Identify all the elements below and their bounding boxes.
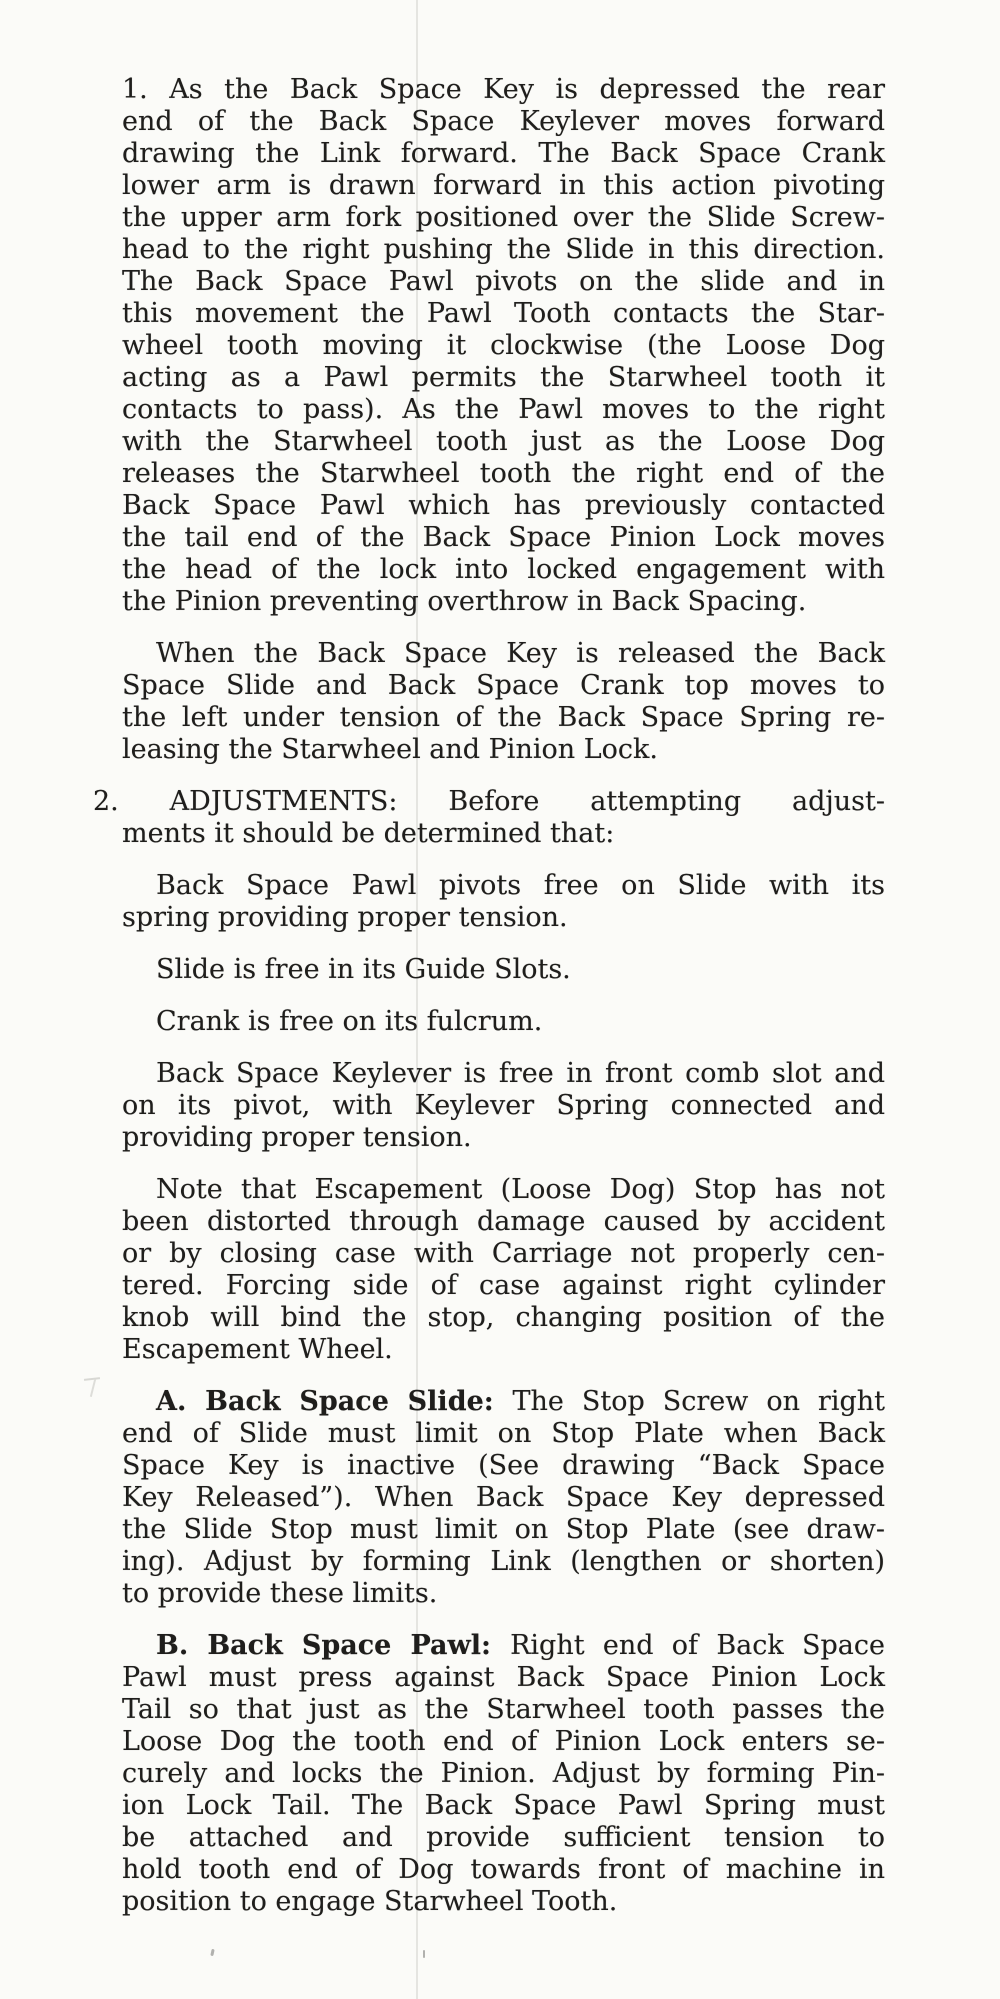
text-line: to provide these limits. — [122, 1578, 438, 1609]
text-line: the upper arm fork positioned over the Slide Screw- — [122, 202, 885, 233]
text-line: spring providing proper tension. — [122, 902, 568, 933]
text-line: providing proper tension. — [122, 1122, 472, 1153]
bold-run: A. Back Space Slide: — [156, 1386, 513, 1417]
text-line — [122, 1630, 885, 1662]
text-line: be attached and provide sufficient tension to — [122, 1822, 885, 1853]
text-line: The Back Space Pawl pivots on the slide and in — [122, 266, 885, 297]
text-line: Loose Dog the tooth end of Pinion Lock enters se- — [122, 1726, 885, 1757]
paragraph — [122, 1006, 885, 1038]
text-line: Space Key is inactive (See drawing “Back Space — [122, 1450, 885, 1481]
text-line: curely and locks the Pinion. Adjust by forming Pin- — [122, 1758, 885, 1789]
text-line: the Slide Stop must limit on Stop Plate (see draw- — [122, 1514, 885, 1545]
text-line: Escapement Wheel. — [122, 1334, 393, 1365]
text-line: acting as a Pawl permits the Starwheel tooth it — [122, 362, 885, 393]
text-run: The Stop Screw on right — [512, 1386, 886, 1417]
text-line: 1. As the Back Space Key is depressed the rear — [122, 74, 885, 105]
bold-run: B. Back Space Pawl: — [156, 1630, 511, 1661]
text-line: Back Space Pawl pivots free on Slide with its — [156, 870, 885, 901]
text-line: the left under tension of the Back Space Spring re- — [122, 702, 885, 733]
text-line: the head of the lock into locked engagement with — [122, 554, 885, 585]
text-line: wheel tooth moving it clockwise (the Loose Dog — [122, 330, 885, 361]
text-line: Pawl must press against Back Space Pinion Lock — [122, 1662, 885, 1693]
text-line — [122, 1386, 885, 1418]
paragraph — [122, 1630, 885, 1918]
text-line: with the Starwheel tooth just as the Loose Dog — [122, 426, 885, 457]
text-line: end of Slide must limit on Stop Plate when Back — [122, 1418, 885, 1449]
text-line: Space Slide and Back Space Crank top moves to — [122, 670, 885, 701]
paragraph — [122, 638, 885, 766]
scan-speck — [423, 1950, 425, 1958]
text-line: hold tooth end of Dog towards front of machine in — [122, 1854, 885, 1885]
paragraph — [122, 870, 885, 934]
paragraph — [122, 1386, 885, 1610]
text-line: Key Released”). When Back Space Key depressed — [122, 1482, 885, 1513]
text-line: Slide is free in its Guide Slots. — [156, 954, 571, 985]
text-line: Crank is free on its fulcrum. — [156, 1006, 543, 1037]
text-line: lower arm is drawn forward in this action pivoting — [122, 170, 885, 201]
text-line: Back Space Keylever is free in front comb slot and — [156, 1058, 885, 1089]
text-line: this movement the Pawl Tooth contacts the Star- — [122, 298, 885, 329]
text-column — [93, 74, 886, 1938]
text-line: head to the right pushing the Slide in this direction. — [122, 234, 885, 265]
text-line: knob will bind the stop, changing position of the — [122, 1302, 885, 1333]
paragraph — [93, 786, 885, 850]
text-line: ing). Adjust by forming Link (lengthen or shorten) — [122, 1546, 885, 1577]
text-line: ments it should be determined that: — [122, 818, 615, 849]
text-line: Note that Escapement (Loose Dog) Stop has not — [156, 1174, 885, 1205]
text-line: contacts to pass). As the Pawl moves to the right — [122, 394, 885, 425]
text-run: Right end of Back Space — [510, 1630, 885, 1661]
text-line: or by closing case with Carriage not properly cen- — [122, 1238, 885, 1269]
text-line: end of the Back Space Keylever moves forward — [122, 106, 885, 137]
text-line: the tail end of the Back Space Pinion Lock moves — [122, 522, 885, 553]
margin-smudge — [84, 1376, 102, 1400]
text-line: releases the Starwheel tooth the right end of the — [122, 458, 885, 489]
text-line: been distorted through damage caused by accident — [122, 1206, 885, 1237]
paragraph — [122, 1174, 885, 1366]
text-line: Back Space Pawl which has previously contacted — [122, 490, 885, 521]
text-line: on its pivot, with Keylever Spring connected and — [122, 1090, 885, 1121]
scan-speck — [210, 1949, 214, 1956]
text-line: ion Lock Tail. The Back Space Pawl Spring must — [122, 1790, 885, 1821]
text-line: the Pinion preventing overthrow in Back Spacing. — [122, 586, 807, 617]
paragraph — [122, 1058, 885, 1154]
text-line: When the Back Space Key is released the Back — [156, 638, 885, 669]
text-line: tered. Forcing side of case against right cylinder — [122, 1270, 885, 1301]
text-line: Tail so that just as the Starwheel tooth passes the — [122, 1694, 885, 1725]
text-line: leasing the Starwheel and Pinion Lock. — [122, 734, 658, 765]
text-line: 2. ADJUSTMENTS: Before attempting adjust- — [93, 786, 885, 817]
paragraph — [122, 74, 885, 618]
paragraph — [122, 954, 885, 986]
text-line: position to engage Starwheel Tooth. — [122, 1886, 618, 1917]
text-line: drawing the Link forward. The Back Space Crank — [122, 138, 885, 169]
